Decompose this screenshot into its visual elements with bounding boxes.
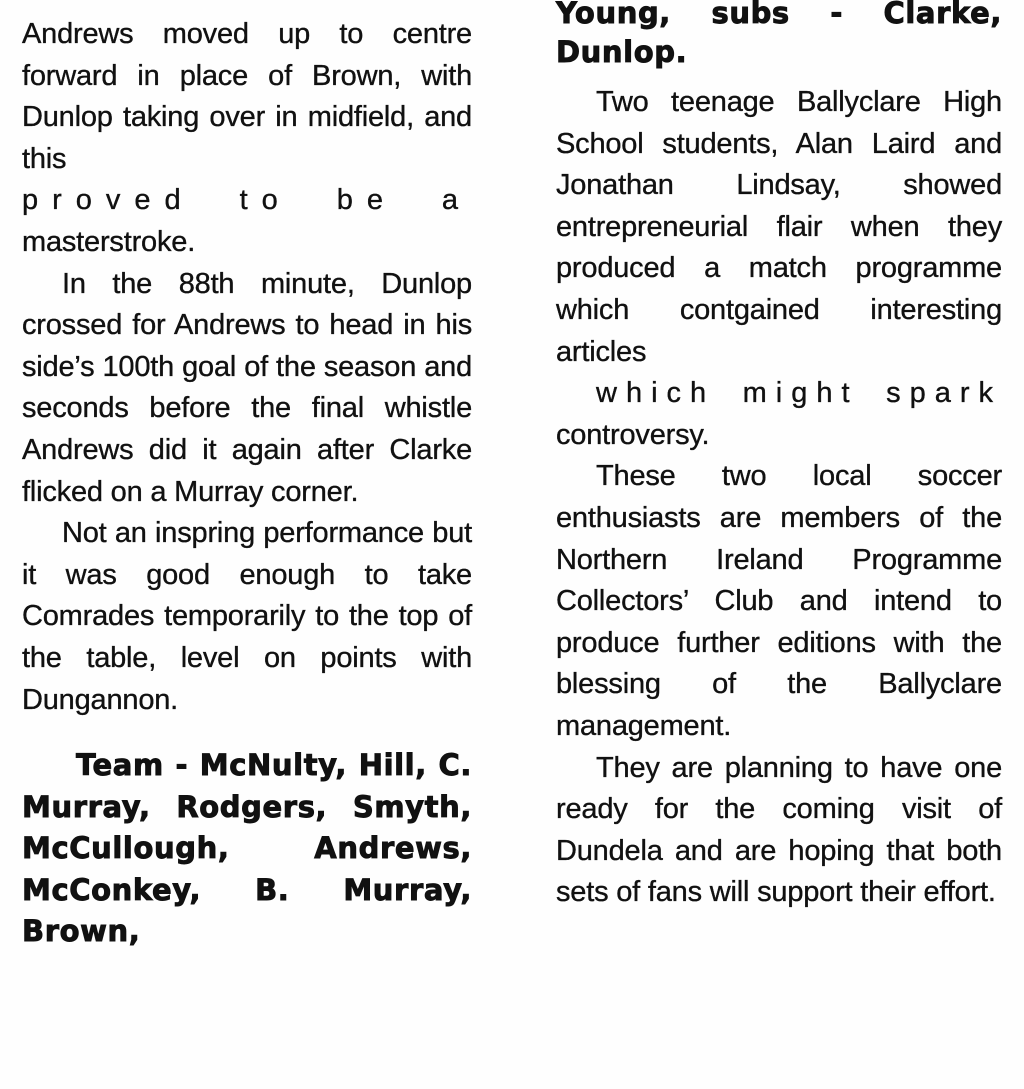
paragraph-students-spread-line: which might spark bbox=[596, 377, 1002, 410]
left-column bbox=[22, 14, 472, 953]
paragraph-andrews-move-end: masterstroke. bbox=[22, 225, 196, 258]
paragraph-andrews-move bbox=[22, 14, 472, 264]
paragraph-88th-minute: In the 88th minute, Dunlop crossed for Andrews to head in his side’s 100th goal of the season and seconds before the final whistle Andrews did it again after Clarke flicked on a Murray corner. bbox=[22, 267, 472, 508]
paragraph-andrews-move-spread-line: proved to be a bbox=[22, 184, 472, 217]
paragraph-students-end: controversy. bbox=[556, 418, 710, 451]
paragraph-students bbox=[556, 82, 1002, 456]
paragraph-planning: They are planning to have one ready for the coming visit of Dundela and are hoping that both sets of fans will support their effort. bbox=[556, 751, 1002, 909]
right-column bbox=[556, 2, 1002, 914]
column-gutter bbox=[508, 0, 509, 1089]
paragraph-students-text: Two teenage Ballyclare High School students, Alan Laird and Jonathan Lindsay, showed entrepreneurial flair when they produced a match programme which contgained interesting articles bbox=[556, 86, 1002, 368]
paragraph-performance: Not an inspring performance but it was good enough to take Comrades temporarily to the top of the table, level on points with Dungannon. bbox=[22, 517, 472, 716]
paragraph-enthusiasts: These two local soccer enthusiasts are members of the Northern Ireland Programme Collectors’ Club and intend to produce further editions with the blessing of the Ballyclare management. bbox=[556, 460, 1002, 742]
team-lineup-continued: Young, subs - Clarke, Dunlop. bbox=[556, 0, 1002, 69]
team-lineup: Team - McNulty, Hill, C. Murray, Rodgers, Smyth, McCullough, Andrews, McConkey, B. Murray, Brown, bbox=[22, 748, 472, 949]
paragraph-andrews-move-text: Andrews moved up to centre forward in place of Brown, with Dunlop taking over in midfield, and this bbox=[22, 18, 472, 175]
